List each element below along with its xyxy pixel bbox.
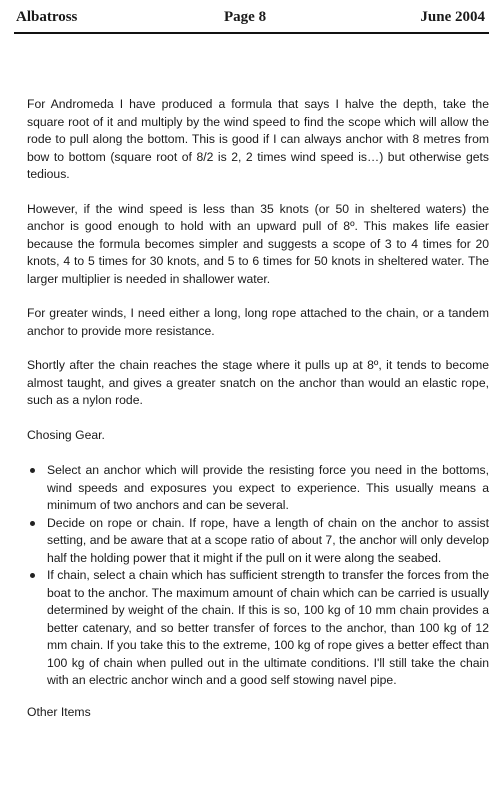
paragraph: Shortly after the chain reaches the stage where it pulls up at 8º, it tends to become almost taught, and gives a greater snatch on the anchor than would an elastic rope, such as a nylon rode. <box>27 358 489 407</box>
list-item-text: Select an anchor which will provide the resisting force you need in the bottoms, wind speeds and exposures you expect to experience. This usually means a minimum of two anchors and can be several. <box>47 463 489 512</box>
section-heading: Chosing Gear. <box>27 427 105 442</box>
bullet-list <box>27 462 489 690</box>
bullet-icon <box>30 521 35 526</box>
paragraph: For greater winds, I need either a long, long rope attached to the chain, or a tandem anchor to provide more resistance. <box>27 306 489 338</box>
list-item-text: Decide on rope or chain. If rope, have a length of chain on the anchor to assist setting, and be aware that at a scope ratio of about 7, the anchor will only develop half the holding power that it might if the pull on it were along the seabed. <box>47 515 489 565</box>
list-item <box>27 515 489 568</box>
list-item <box>27 462 489 515</box>
newsletter-title: Albatross <box>16 9 78 25</box>
section-heading-other: Other Items <box>27 704 91 719</box>
paragraph: For Andromeda I have produced a formula that says I halve the depth, take the square root of it and multiply by the wind speed to find the scope which will allow the rode to pull along the bottom. This is good if I can always anchor with 8 metres from bow to bottom (square root of 8/2 is 2, 2 times wind speed is…) but otherwise gets tedious. <box>27 97 489 181</box>
list-item-text: If chain, select a chain which has sufficient strength to transfer the forces from the boat to the anchor. The maximum amount of chain which can be carried is usually determined by weight of the chain. If this is so, 100 kg of 10 mm chain provides a better catenary, and so better transfer of forces to the anchor, than 100 kg of 12 mm chain. If you take this to the extreme, 100 kg of rope gives a better effect than 100 kg of chain when pulled out in the ultimate conditions. I'll still take the chain with an electric anchor winch and a good self stowing navel pipe. <box>47 568 489 687</box>
bullet-icon <box>30 573 35 578</box>
paragraph: However, if the wind speed is less than 35 knots (or 50 in sheltered waters) the anchor is good enough to hold with an upward pull of 8º. This makes life easier because the formula becomes simpler and suggests a scope of 3 to 4 times for 20 knots, 4 to 5 times for 30 knots, and 5 to 6 times for 50 knots in sheltered water. The larger multiplier is needed in shallower water. <box>27 201 489 286</box>
list-item <box>27 567 489 690</box>
article-body <box>27 96 489 739</box>
bullet-icon <box>30 468 35 473</box>
page-number: Page 8 <box>224 9 267 25</box>
issue-date: June 2004 <box>420 9 485 25</box>
page-header <box>14 8 489 34</box>
